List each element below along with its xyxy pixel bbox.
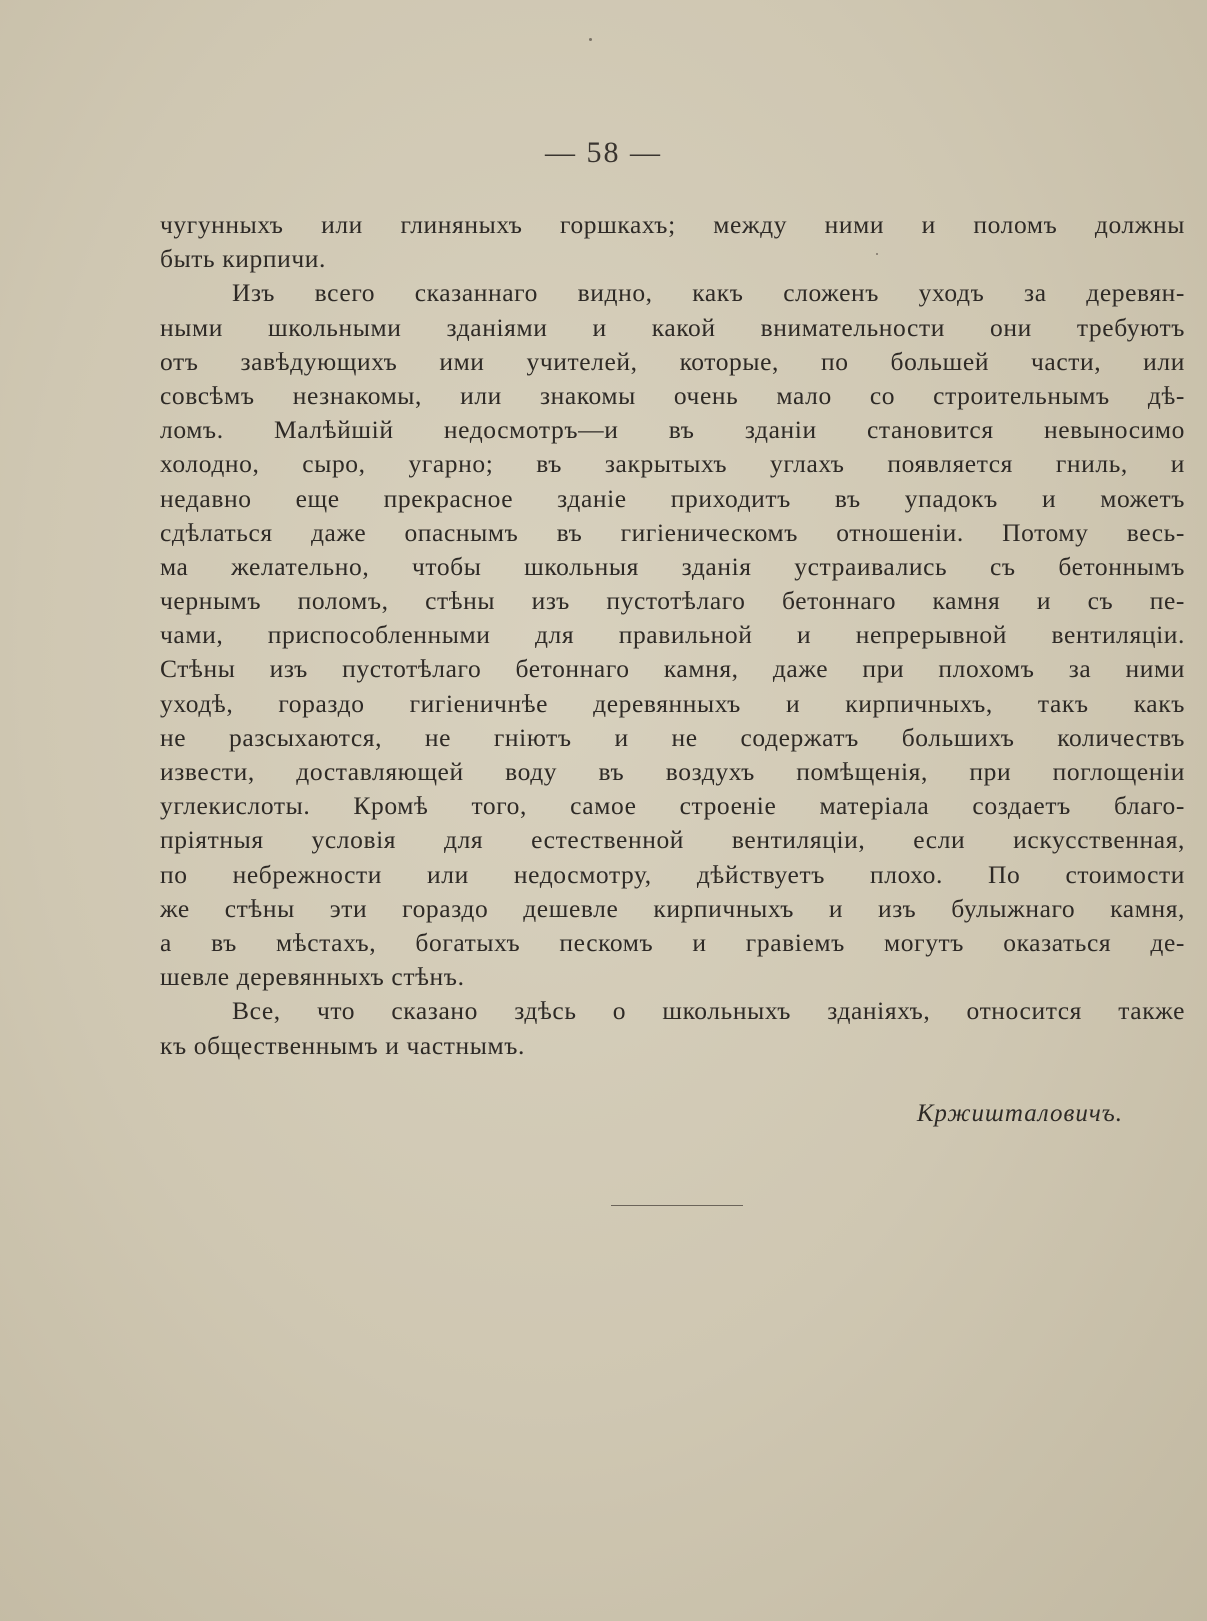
page-number: — 58 —	[545, 136, 662, 169]
body-text	[160, 208, 1185, 1063]
text-line: по небрежности или недосмотру, дѣйствуетъ плохо. По стоимости	[160, 859, 1185, 889]
text-line: извести, доставляющей воду въ воздухъ помѣщенія, при поглощеніи	[160, 757, 1185, 786]
text-line: совсѣмъ незнакомы, или знакомы очень мало со строительнымъ дѣ-	[160, 380, 1185, 410]
text-line: пріятныя условія для естественной вентиляціи, если искусственная,	[160, 825, 1185, 855]
text-line: чернымъ поломъ, стѣны изъ пустотѣлаго бетоннаго камня и съ пе-	[160, 586, 1185, 616]
text-line: къ общественнымъ и частнымъ.	[160, 1030, 525, 1060]
text-line: недавно еще прекрасное зданіе приходитъ въ упадокъ и можетъ	[160, 483, 1185, 513]
author-signature: Кржишталовичъ.	[916, 1100, 1123, 1127]
text-line: не разсыхаются, не гніютъ и не содержатъ большихъ количествъ	[160, 722, 1185, 752]
text-line: Стѣны изъ пустотѣлаго бетоннаго камня, даже при плохомъ за ними	[160, 654, 1185, 684]
text-line: холодно, сыро, угарно; въ закрытыхъ углахъ появляется гниль, и	[160, 449, 1185, 479]
text-line: Все, что сказано здѣсь о школьныхъ зданіяхъ, относится также	[232, 996, 1185, 1026]
text-line: уходѣ, гораздо гигіеничнѣе деревянныхъ и кирпичныхъ, такъ какъ	[160, 688, 1185, 718]
text-line: ма желательно, чтобы школьныя зданія устраивались съ бетоннымъ	[160, 551, 1185, 581]
text-line: шевле деревянныхъ стѣнъ.	[160, 962, 465, 992]
paper-speck	[589, 38, 592, 41]
text-line: а въ мѣстахъ, богатыхъ пескомъ и гравіемъ могутъ оказаться де-	[160, 927, 1185, 957]
text-line: углекислоты. Кромѣ того, самое строеніе матеріала создаетъ благо-	[160, 791, 1185, 821]
text-line: Изъ всего сказаннаго видно, какъ сложенъ уходъ за деревян-	[232, 278, 1185, 308]
text-line: чами, приспособленными для правильной и непрерывной вентиляціи.	[160, 620, 1185, 650]
section-end-rule	[611, 1205, 743, 1206]
text-line: же стѣны эти гораздо дешевле кирпичныхъ и изъ булыжнаго камня,	[160, 893, 1185, 923]
text-line: быть кирпичи.	[160, 244, 326, 274]
text-line: чугунныхъ или глиняныхъ горшкахъ; между ними и поломъ должны	[160, 210, 1185, 239]
text-line: ными школьными зданіями и какой внимательности они требуютъ	[160, 312, 1185, 342]
text-line: сдѣлаться даже опаснымъ въ гигіеническомъ отношеніи. Потому весь-	[160, 517, 1185, 547]
text-line: ломъ. Малѣйшій недосмотръ—и въ зданіи становится невыносимо	[160, 415, 1185, 445]
text-line: отъ завѣдующихъ ими учителей, которые, по большей части, или	[160, 346, 1185, 376]
